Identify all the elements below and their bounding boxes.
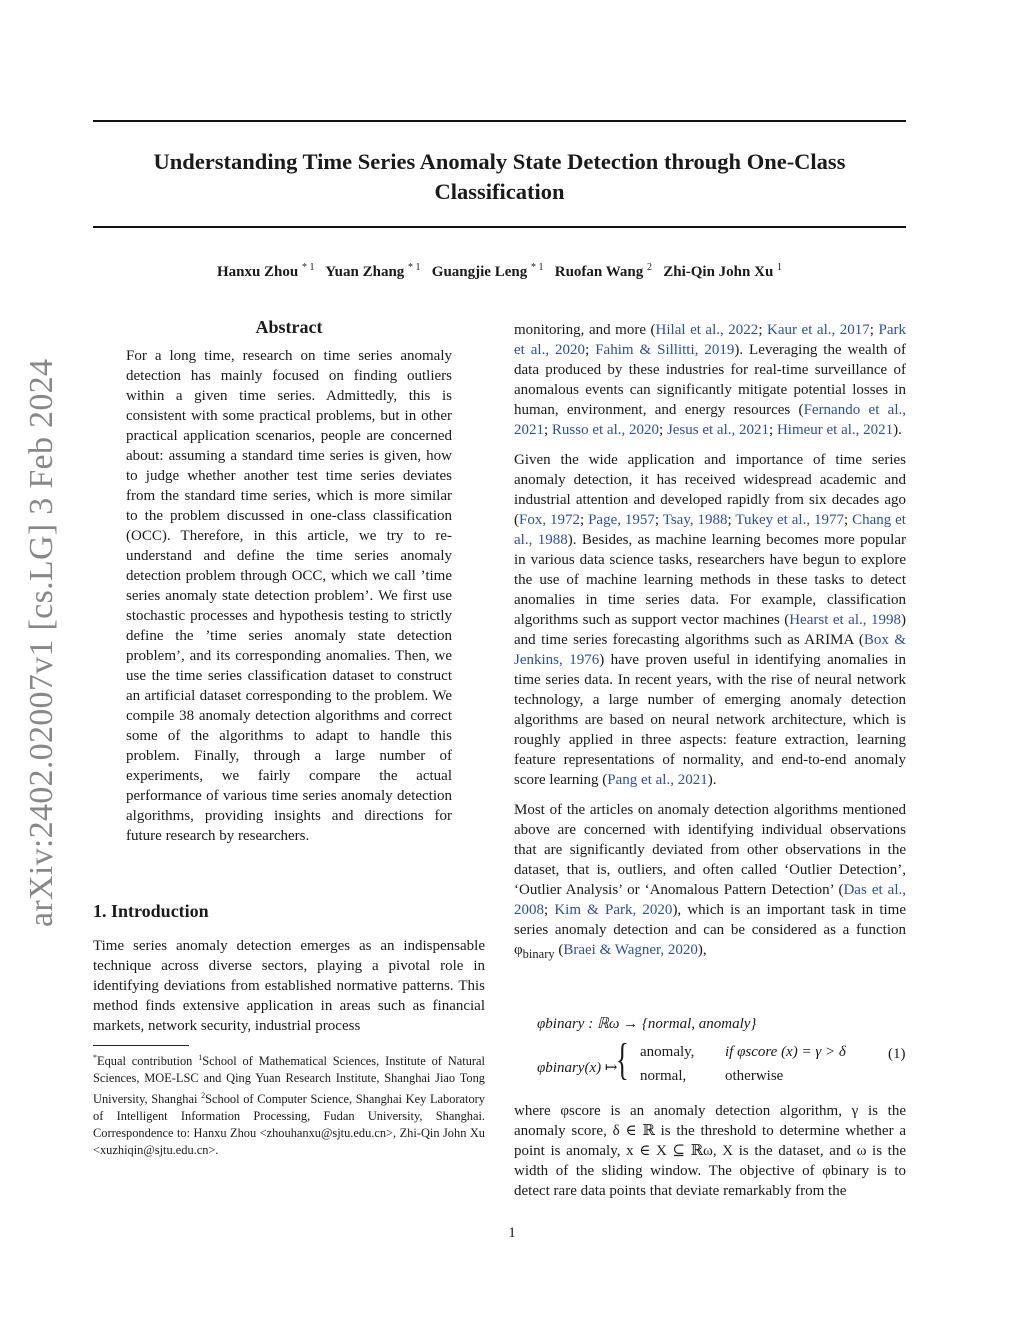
equation-brace: {	[616, 1035, 629, 1084]
paragraph-text: ). Leveraging the wealth of data produced by these industries for real-time surveillance of anomalous events can significantly mitigate potential losses in human, environment, and energy resources (	[514, 342, 906, 418]
right-paragraph-2	[514, 450, 906, 790]
paragraph-text: ).	[707, 772, 717, 788]
paragraph-text: ),	[697, 942, 707, 958]
paragraph-text: monitoring, and more (	[514, 322, 656, 338]
equation-lhs: φbinary(x) ↦	[537, 1060, 618, 1076]
equation-number: (1)	[888, 1046, 906, 1062]
arxiv-identifier: arXiv:2402.02007v1 [cs.LG] 3 Feb 2024	[23, 358, 60, 927]
author-affiliation: * 1	[302, 262, 315, 273]
citation-link[interactable]: Fox, 1972	[519, 512, 580, 528]
paragraph-text: ).	[893, 422, 902, 438]
paragraph-text: ;	[580, 512, 589, 528]
paragraph-text: ). Besides, as machine learning becomes more popular in various data science tasks, researchers have begun to explore the use of machine learning methods in these tasks to detect anomalies in time series data. For example, classification algorithms such as support vector machines (	[514, 532, 906, 628]
paragraph-text: ), which is an important task in time series anomaly detection and can be considered as a function φ	[514, 902, 906, 958]
author-affiliation: 1	[777, 262, 783, 273]
citation-link[interactable]: Jesus et al., 2021	[666, 422, 770, 438]
author-name: Guangjie Leng	[431, 264, 528, 280]
footnote: *Equal contribution $^1$School of Mathematical Sciences, Institute of Natural Sciences, MOE-LSC and Qing Yuan Research Institute, Shanghai Jiao Tong University, Shanghai $^2$School of Computer Science, Shanghai Key Laboratory of Intelligent Information Processing, Fudan University, Shanghai. Correspondence to: Hanxu Zhou <zhouhanxu@sjtu.edu.cn>, Zhi-Qin John Xu <xuzhiqin@sjtu.edu.cn>.	[93, 1053, 485, 1158]
equation-case-1-value: anomaly,	[640, 1044, 695, 1060]
citation-link[interactable]: Das et al., 2008	[514, 882, 906, 918]
paragraph-text: binary	[522, 947, 555, 961]
citation-link[interactable]: Fahim & Sillitti, 2019	[595, 342, 735, 358]
right-column-continued	[514, 1101, 906, 1201]
citation-link[interactable]: Pang et al., 2021	[607, 772, 708, 788]
title-bottom-rule	[93, 226, 906, 228]
paragraph-text: ;	[659, 422, 667, 438]
footnote-equal-contribution: Equal contribution	[97, 1054, 193, 1069]
author-name: Ruofan Wang	[554, 264, 644, 280]
paragraph-text: ;	[769, 422, 777, 438]
paragraph-text: (	[554, 942, 564, 958]
paragraph-text: ;	[727, 512, 736, 528]
paragraph-text: ;	[654, 512, 663, 528]
footnote-affiliation-1: School of Mathematical Sciences, Institute of Natural Sciences, MOE-LSC and Qing Yuan Research Institute, Shanghai Jiao Tong University, Shanghai	[93, 1054, 485, 1107]
footnote-affiliation-2: School of Computer Science, Shanghai Key Laboratory of Intelligent Information Processing, Fudan University, Shanghai.	[93, 1092, 485, 1124]
citation-link[interactable]: Chang et al., 1988	[514, 512, 906, 548]
paragraph-text: Most of the articles on anomaly detection algorithms mentioned above are concerned with identifying individual observations that are significantly deviated from other observations in the dataset, that is, outliers, and often called ‘Outlier Detection’, ‘Outlier Analysis’ or ‘Anomalous Pattern Detection’ (	[514, 802, 906, 898]
citation-link[interactable]: Hilal et al., 2022	[655, 322, 759, 338]
paper-title: Understanding Time Series Anomaly State Detection through One-Class Classification	[153, 149, 846, 204]
right-paragraph-4: where φscore is an anomaly detection algorithm, γ is the anomaly score, δ ∈ ℝ is the threshold to determine whether a point is anomaly, x ∈ X ⊆ ℝω, X is the dataset, and ω is the width of the sliding window. The objective of φbinary is to detect rare data points that deviate remarkably from the	[514, 1103, 906, 1199]
paragraph-text: ;	[544, 422, 552, 438]
author-list	[93, 262, 906, 281]
paragraph-text: ;	[585, 342, 596, 358]
equation-case-1-condition: if φscore (x) = γ > δ	[725, 1044, 846, 1060]
author-name: Zhi-Qin John Xu	[663, 264, 774, 280]
equation-case-2-value: normal,	[640, 1068, 687, 1084]
citation-link[interactable]: Kim & Park, 2020	[554, 902, 673, 918]
top-rule	[93, 120, 906, 122]
abstract-text	[126, 346, 452, 846]
citation-link[interactable]: Hearst et al., 1998	[789, 612, 901, 628]
citation-link[interactable]: Tukey et al., 1977	[735, 512, 844, 528]
citation-link[interactable]: Tsay, 1988	[662, 512, 728, 528]
introduction-text	[93, 936, 485, 1036]
abstract-heading: Abstract	[255, 317, 323, 337]
introduction-heading: 1. Introduction	[93, 901, 209, 921]
citation-link[interactable]: Himeur et al., 2021	[776, 422, 894, 438]
paragraph-text: ) and time series forecasting algorithms such as ARIMA (	[514, 612, 906, 648]
paragraph-text: ;	[869, 322, 879, 338]
author-affiliation: * 1	[408, 262, 421, 273]
abstract-paragraph: For a long time, research on time series anomaly detection has mainly focused on finding outliers within a given time series. Admittedly, this is consistent with some practical problems, but in other practical application scenarios, people are concerned about: assuming a standard time series is given, how to judge whether another test time series deviates from the standard time series, which is more similar to the problem discussed in one-class classification (OCC). Therefore, in this article, we try to re-understand and define the time series anomaly detection problem through OCC, which we call ’time series anomaly state detection problem’. We first use stochastic processes and hypothesis testing to strictly define the ’time series anomaly state detection problem’, and its corresponding anomalies. Then, we use the time series classification dataset to construct an artificial dataset corresponding to the problem. We compile 38 anomaly detection algorithms and correct some of the algorithms to adapt to handle this problem. Finally, through a large number of experiments, we fairly compare the actual performance of various time series anomaly detection algorithms, providing insights and directions for future research by researchers.	[126, 348, 452, 844]
page-number: 1	[508, 1225, 516, 1241]
right-column	[514, 320, 906, 964]
equation-case-2-condition: otherwise	[725, 1068, 784, 1084]
author-name: Yuan Zhang	[325, 264, 405, 280]
citation-link[interactable]: Page, 1957	[588, 512, 655, 528]
citation-link[interactable]: Kaur et al., 2017	[767, 322, 870, 338]
paragraph-text: ;	[544, 902, 555, 918]
citation-link[interactable]: Park et al., 2020	[514, 322, 907, 358]
paragraph-text: ;	[844, 512, 853, 528]
author-affiliation: 2	[647, 262, 652, 273]
citation-link[interactable]: Russo et al., 2020	[551, 422, 660, 438]
right-paragraph-3	[514, 800, 906, 964]
citation-link[interactable]: Braei & Wagner, 2020	[563, 942, 698, 958]
intro-paragraph: Time series anomaly detection emerges as an indispensable technique across diverse sectors, playing a pivotal role in identifying deviations from established normative patterns. This method finds extensive application in areas such as financial markets, network security, industrial process	[93, 938, 485, 1034]
equation-line-1: φbinary : ℝω → {normal, anomaly}	[537, 1016, 757, 1032]
footnote-correspondence: Correspondence to: Hanxu Zhou <zhouhanxu@sjtu.edu.cn>, Zhi-Qin John Xu <xuzhiqin@sjtu.edu.cn>.	[93, 1126, 485, 1158]
paragraph-text: ;	[758, 322, 768, 338]
author-affiliation: * 1	[530, 262, 544, 273]
footnote-rule	[93, 1045, 189, 1046]
paragraph-text: Given the wide application and importance of time series anomaly detection, it has received widespread academic and industrial attention and developed rapidly from six decades ago (	[514, 452, 906, 528]
right-paragraph-1	[514, 320, 906, 440]
citation-link[interactable]: Box & Jenkins, 1976	[514, 632, 906, 668]
paragraph-text: ) have proven useful in identifying anomalies in time series data. In recent years, with the rise of neural network technology, a large number of emerging anomaly detection algorithms are based on neural network architecture, which is roughly applied in three aspects: feature extraction, learning feature representations of normality, and end-to-end anomaly score learning (	[514, 652, 907, 788]
author-name: Hanxu Zhou	[216, 264, 299, 280]
citation-link[interactable]: Fernando et al., 2021	[514, 402, 906, 438]
